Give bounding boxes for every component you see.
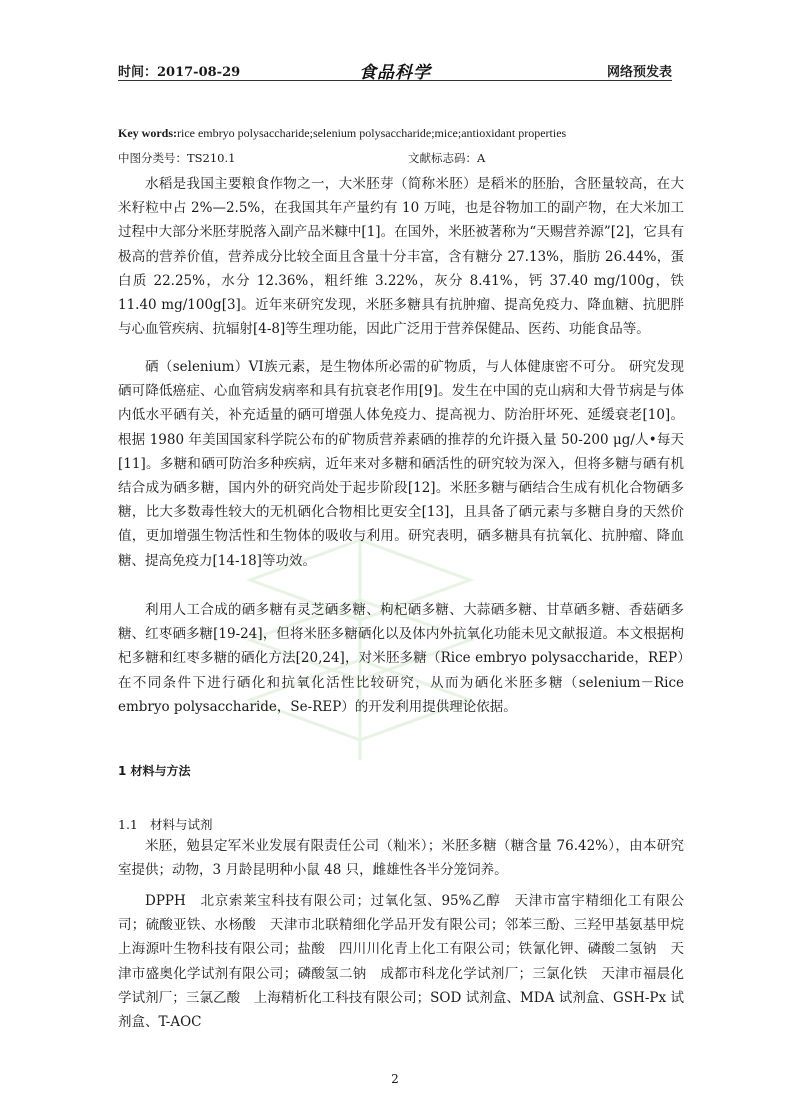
subsection-title: 材料与试剂 — [150, 817, 213, 832]
journal-logo: 食品科学 — [359, 63, 431, 83]
section-heading: 1 材料与方法 — [118, 764, 191, 778]
document-code: 文献标志码：A — [408, 151, 486, 165]
subsection-heading — [118, 815, 213, 833]
keywords — [118, 126, 566, 141]
publish-date: 时间：2017-08-29 — [118, 65, 241, 80]
paragraph-text: DPPH 北京索莱宝科技有限公司；过氧化氢、95%乙醇 天津市富宇精细化工有限公司；硫酸亚铁、水杨酸 天津市北联精细化学品开发有限公司；邻苯三酚、三羟甲基氨基甲烷 上海源叶生物科技有限公司；盐酸 四川川化青上化工有限公司；铁氰化钾、磷酸二氢钠 天津市盛奥化学试剂有限公司；磷酸氢二钠 成都市科龙化学试剂厂；三氯化铁 天津市福晨化学试剂厂；三氯乙酸 上海精析化工科技有限公司；SOD 试剂盒、MDA 试剂盒、GSH-Px 试剂盒、T-AOC — [118, 893, 698, 1031]
paragraph-text: 米胚，勉县定军米业发展有限责任公司（籼米）；米胚多糖（糖含量 76.42%），由本研究室提供；动物，3 月龄昆明种小鼠 48 只，雌雄性各半分笼饲养。 — [118, 838, 684, 879]
page-header — [118, 58, 672, 83]
paragraph-text: 硒（selenium）VI族元素，是生物体所必需的矿物质，与人体健康密不可分。 研究发现硒可降低癌症、心血管病发病率和具有抗衰老作用[9]。发生在中国的克山病和大骨节病是与体内低水平硒有关，补充适量的硒可增强人体免疫力、提高视力、防治肝坏死、延缓衰老[10]。根据 1980 年美国国家科学院公布的矿物质营养素硒的推荐的允许摄入量 50-200 μg/人•每天[11]。多糖和硒可防治多种疾病，近年来对多糖和硒活性的研究较为深入，但将多糖与硒有机结合成为硒多糖，国内外的研究尚处于起步阶段[12]。米胚多糖与硒结合生成有机化合物硒多糖，比大多数毒性较大的无机硒化合物相比更安全[13]，且具备了硒元素与多糖自身的天然价值，更加增强生物活性和生物体的吸收与利用。研究表明，硒多糖具有抗氧化、抗肿瘤、降血糖、提高免疫力[14-18]等功效。 — [118, 359, 684, 569]
clc-number: 中图分类号：TS210.1 — [118, 151, 236, 165]
classification-line — [118, 150, 678, 166]
page-number: 2 — [391, 1072, 399, 1086]
paragraph-text: 水稻是我国主要粮食作物之一，大米胚芽（简称米胚）是稻米的胚胎，含胚量较高，在大米籽粒中占 2%—2.5%，在我国其年产量约有 10 万吨，也是谷物加工的副产物，在大米加工过程中大部分米胚芽脱落入副产品米糠中[1]。在国外，米胚被著称为“天赐营养源”[2]，它具有极高的营养价值，营养成分比较全面且含量十分丰富，含有糖分 27.13%，脂肪 26.44%，蛋白质 22.25%，水分 12.36%，粗纤维 3.22%，灰分 8.41%，钙 37.40 mg/100g，铁 11.40 mg/100g[3]。近年来研究发现，米胚多糖具有抗肿瘤、提高免疫力、降血糖、抗肥胖与心血管疾病、抗辐射[4-8]等生理功能，因此广泛用于营养保健品、医药、功能食品等。 — [118, 176, 684, 338]
keywords-text: rice embryo polysaccharide;selenium polysaccharide;mice;antioxidant properties — [177, 126, 567, 140]
keywords-label: Key words: — [118, 126, 177, 140]
materials-paragraph — [118, 834, 684, 882]
online-preprint-label: 网络预发表 — [606, 65, 672, 80]
subsection-number: 1.1 — [118, 817, 138, 832]
paragraph-text: 利用人工合成的硒多糖有灵芝硒多糖、枸杞硒多糖、大蒜硒多糖、甘草硒多糖、香菇硒多糖、红枣硒多糖[19-24]，但将米胚多糖硒化以及体内外抗氧化功能未见文献报道。本文根据枸杞多糖和红枣多糖的硒化方法[20,24]，对米胚多糖（Rice embryo polysaccharide，REP）在不同条件下进行硒化和抗氧化活性比较研究，从而为硒化米胚多糖（selenium－Rice embryo polysaccharide，Se-REP）的开发利用提供理论依据。 — [118, 602, 684, 715]
header-rule — [118, 80, 672, 81]
reagents-paragraph — [118, 889, 698, 1034]
intro-paragraph-2 — [118, 355, 684, 573]
intro-paragraph-3 — [118, 598, 684, 719]
intro-paragraph-1 — [118, 172, 684, 341]
